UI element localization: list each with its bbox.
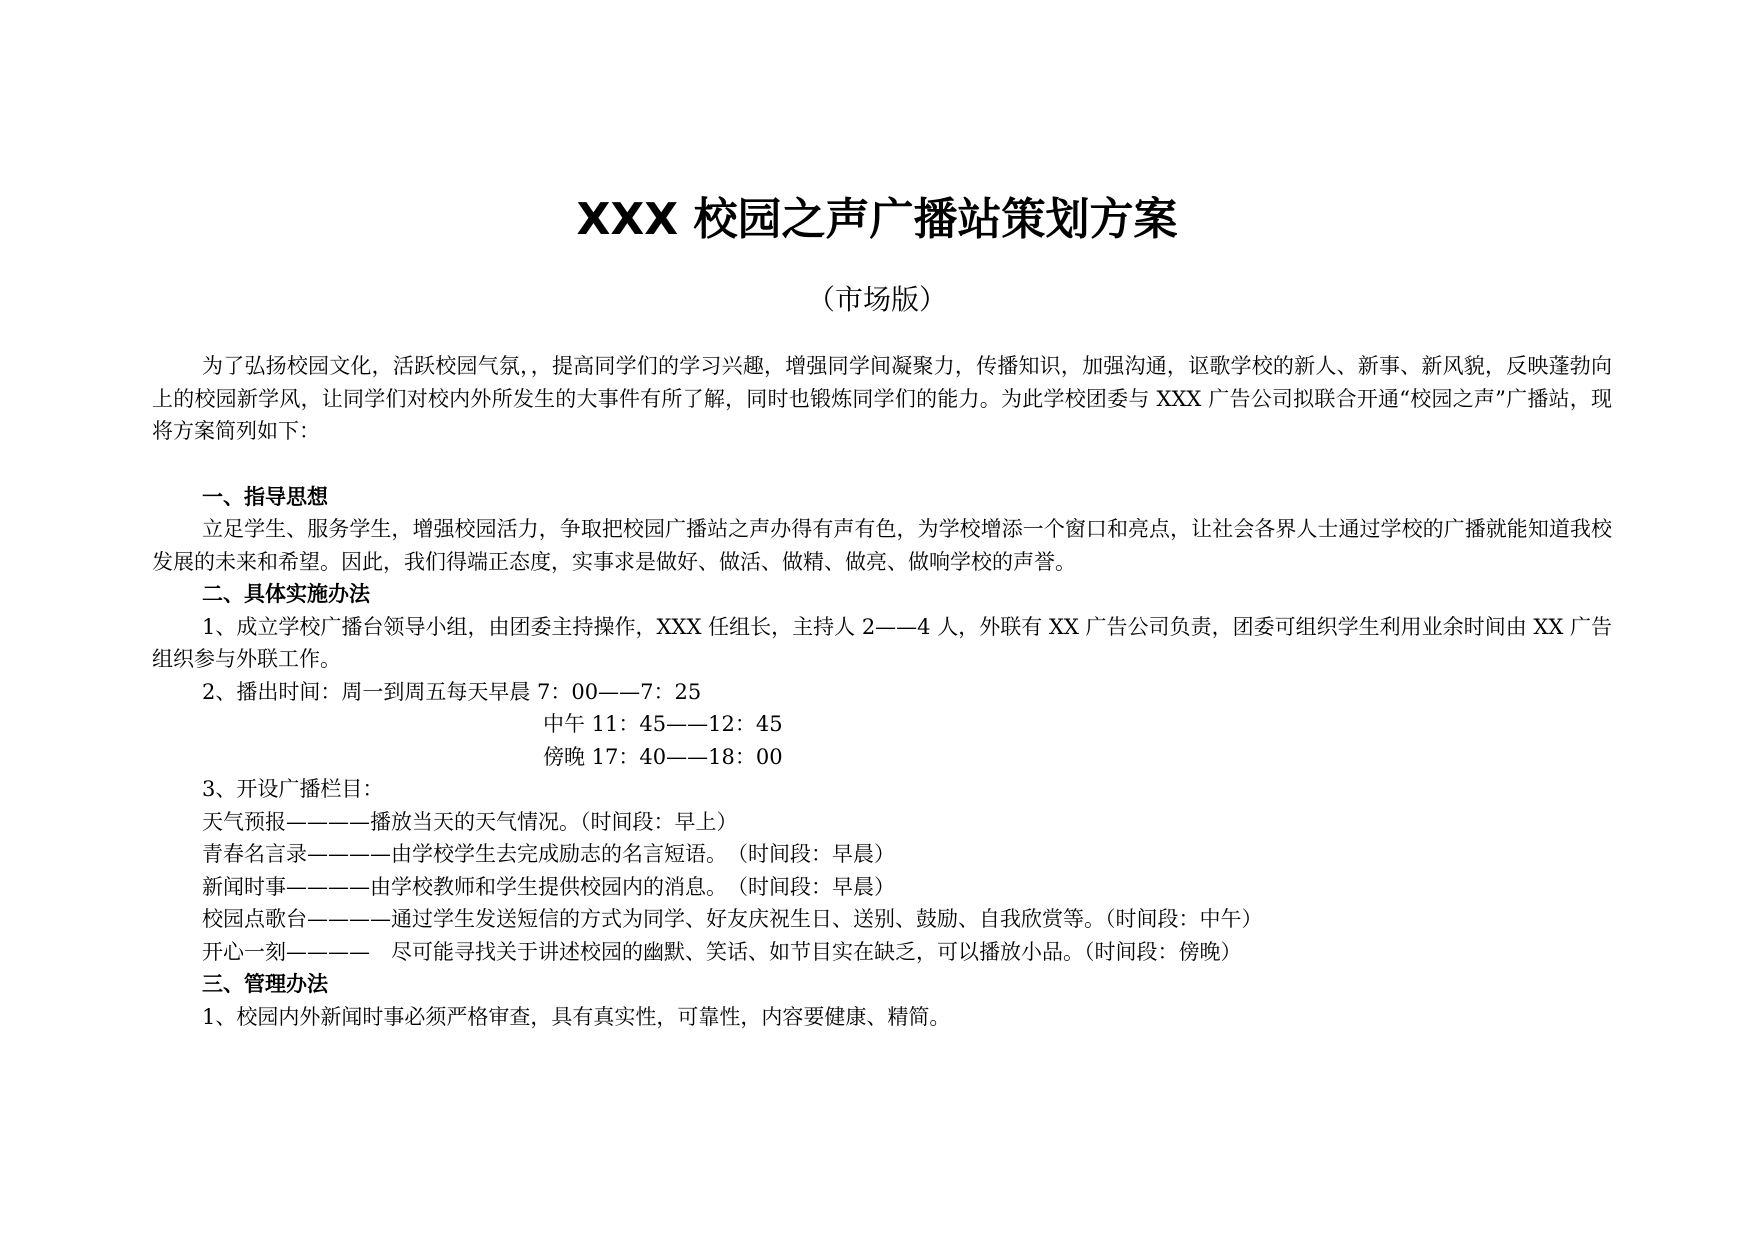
document-title: XXX 校园之声广播站策划方案 (576, 194, 1178, 245)
management-item-1: 1、校园内外新闻时事必须严格审查，具有真实性，可靠性，内容要健康、精简。 (202, 1004, 951, 1029)
broadcast-time-evening: 傍晚 17：40——18：00 (543, 744, 783, 769)
paragraph-spacer (152, 448, 1612, 481)
broadcast-time-noon: 中午 11：45——12：45 (543, 712, 783, 736)
program-weather: 天气预报————播放当天的天气情况。（时间段：早上） (202, 809, 738, 834)
program-news: 新闻时事————由学校教师和学生提供校园内的消息。 （时间段：早晨） (202, 874, 895, 899)
document-body (152, 350, 1612, 1033)
program-quotes: 青春名言录————由学校学生去完成励志的名言短语。 （时间段：早晨） (202, 842, 895, 866)
implementation-item-2: 2、播出时间：周一到周五每天早晨 7：00——7：25 (202, 679, 702, 704)
section-text-guiding-ideology: 立足学生、服务学生，增强校园活力，争取把校园广播站之声办得有声有色，为学校增添一个窗口和亮点，让社会各界人士通过学校的广播就能知道我校发展的未来和希望。因此，我们得端正态度，实事求是做好、做活、做精、做亮、做响学校的声誉。 (152, 517, 1612, 574)
section-heading-guiding-ideology: 一、指导思想 (202, 484, 328, 509)
program-song-request: 校园点歌台————通过学生发送短信的方式为同学、好友庆祝生日、送别、鼓励、自我欣赏等。（时间段：中午） (202, 907, 1263, 931)
document-subtitle: （市场版） (806, 283, 947, 316)
section-heading-implementation: 二、具体实施办法 (202, 582, 370, 606)
intro-paragraph: 为了弘扬校园文化，活跃校园气氛，，提高同学们的学习兴趣，增强同学间凝聚力，传播知识，加强沟通，讴歌学校的新人、新事、新风貌，反映蓬勃向上的校园新学风，让同学们对校内外所发生的大事件有所了解，同时也锻炼同学们的能力。为此学校团委与 XXX 广告公司拟联合开通“校园之声”广播站，现将方案简列如下： (152, 354, 1612, 443)
implementation-item-1: 1、成立学校广播台领导小组，由团委主持操作，XXX 任组长，主持人 2——4 人，外联有 XX 广告公司负责，团委可组织学生利用业余时间由 XX 广告组织参与外联工作。 (152, 614, 1612, 671)
section-heading-management: 三、管理办法 (202, 972, 328, 996)
implementation-item-3: 3、开设广播栏目： (202, 777, 384, 801)
program-fun-moment: 开心一刻———— 尽可能寻找关于讲述校园的幽默、笑话、如节目实在缺乏，可以播放小品。（时间段：傍晚） (202, 939, 1242, 964)
